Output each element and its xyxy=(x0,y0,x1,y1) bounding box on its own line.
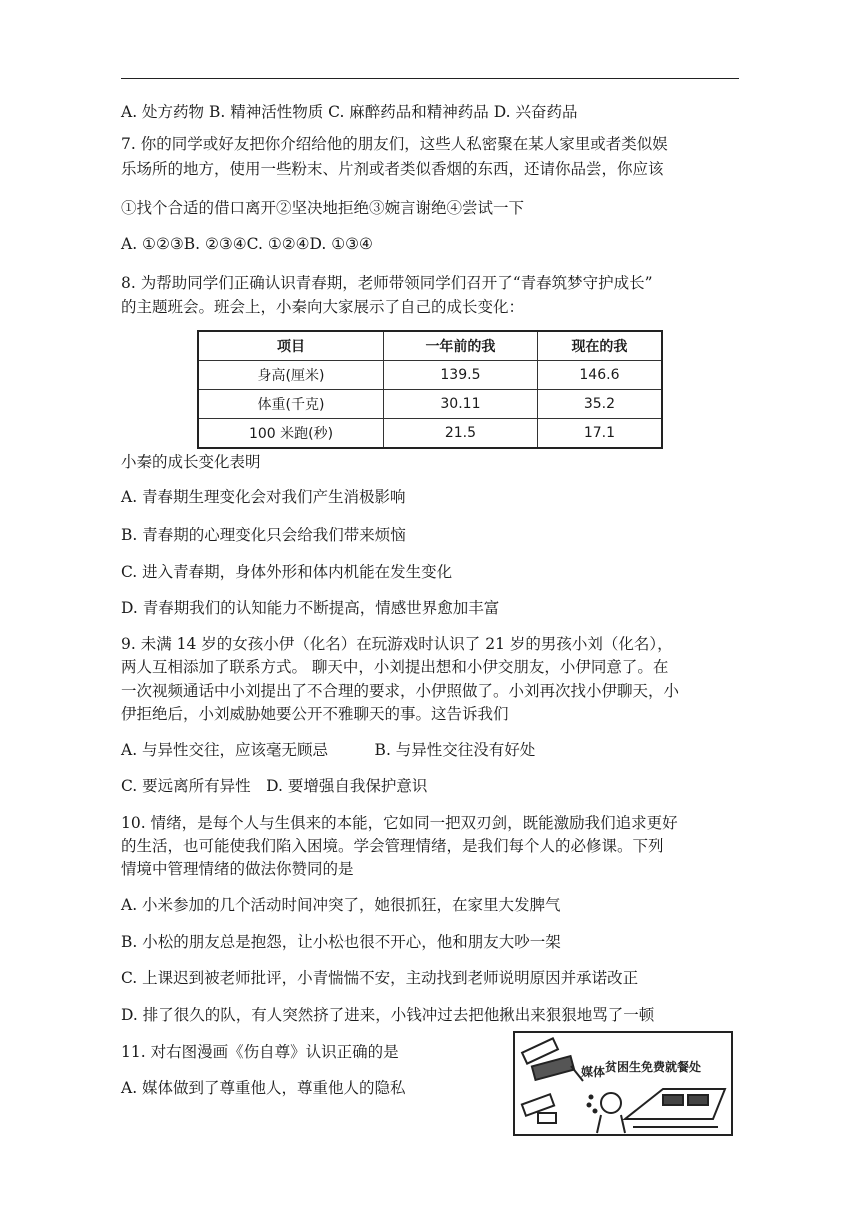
q8-line1: 8. 为帮助同学们正确认识青春期，老师带领同学们召开了“青春筑梦守护成长” xyxy=(121,274,653,292)
q10-option-d: D. 排了很久的队，有人突然挤了进来，小钱冲过去把他揪出来狠狠地骂了一顿 xyxy=(121,1006,655,1024)
canteen-sign: 贫困生免费就餐处 xyxy=(605,1060,702,1074)
q8-option-d: D. 青春期我们的认知能力不断提高，情感世界愈加丰富 xyxy=(121,599,500,617)
table-row xyxy=(198,390,662,419)
cartoon-svg xyxy=(513,1031,733,1136)
growth-table xyxy=(197,330,663,449)
table-row xyxy=(198,419,662,449)
media-label: 媒体 xyxy=(581,1065,606,1079)
table-cell: 139.5 xyxy=(384,361,538,390)
table-row xyxy=(198,361,662,390)
table-header-row xyxy=(198,331,662,361)
q9-options-cd: C. 要远离所有异性 D. 要增强自我保护意识 xyxy=(121,777,428,795)
cartoon-illustration xyxy=(513,1031,733,1136)
q10-line2: 的生活，也可能使我们陷入困境。学会管理情绪，是我们每个人的必修课。下列 xyxy=(121,837,664,855)
q11-option-a: A. 媒体做到了尊重他人，尊重他人的隐私 xyxy=(121,1079,406,1097)
header-rule xyxy=(121,78,739,79)
table-cell: 100 米跑(秒) xyxy=(198,419,384,449)
q8-line2: 的主题班会。班会上，小秦向大家展示了自己的成长变化： xyxy=(121,298,525,316)
q10-option-c: C. 上课迟到被老师批评，小青惴惴不安，主动找到老师说明原因并承诺改正 xyxy=(121,969,639,987)
table-cell: 30.11 xyxy=(384,390,538,419)
table-cell: 21.5 xyxy=(384,419,538,449)
q11-stem: 11. 对右图漫画《伤自尊》认识正确的是 xyxy=(121,1043,399,1061)
q9-line3: 一次视频通话中小刘提出了不合理的要求，小伊照做了。小刘再次找小伊聊天，小 xyxy=(121,682,680,700)
q7-options: A. ①②③B. ②③④C. ①②④D. ①③④ xyxy=(121,235,373,253)
table-cell: 146.6 xyxy=(537,361,662,390)
q9-options-ab: A. 与异性交往，应该毫无顾忌 B. 与异性交往没有好处 xyxy=(121,741,536,759)
table-cell: 17.1 xyxy=(537,419,662,449)
q7-line2: 乐场所的地方，使用一些粉末、片剂或者类似香烟的东西，还请你品尝，你应该 xyxy=(121,160,664,178)
q10-option-a: A. 小米参加的几个活动时间冲突了，她很抓狂，在家里大发脾气 xyxy=(121,896,561,914)
q8-option-c: C. 进入青春期，身体外形和体内机能在发生变化 xyxy=(121,563,453,581)
table-cell: 35.2 xyxy=(537,390,662,419)
table-header-cell: 现在的我 xyxy=(537,331,662,361)
q10-line1: 10. 情绪，是每个人与生俱来的本能，它如同一把双刃剑，既能激励我们追求更好 xyxy=(121,814,678,832)
q6-options: A. 处方药物 B. 精神活性物质 C. 麻醉药品和精神药品 D. 兴奋药品 xyxy=(121,103,578,121)
q8-option-a: A. 青春期生理变化会对我们产生消极影响 xyxy=(121,488,406,506)
q8-stem: 小秦的成长变化表明 xyxy=(121,453,261,471)
q9-line2: 两人互相添加了联系方式。 聊天中，小刘提出想和小伊交朋友，小伊同意了。在 xyxy=(121,658,669,676)
q9-line4: 伊拒绝后，小刘威胁她要公开不雅聊天的事。这告诉我们 xyxy=(121,705,509,723)
q8-option-b: B. 青春期的心理变化只会给我们带来烦恼 xyxy=(121,526,406,544)
q7-line1: 7. 你的同学或好友把你介绍给他的朋友们，这些人私密聚在某人家里或者类似娱 xyxy=(121,135,668,153)
q10-option-b: B. 小松的朋友总是抱怨，让小松也很不开心，他和朋友大吵一架 xyxy=(121,933,561,951)
table-header-cell: 一年前的我 xyxy=(384,331,538,361)
table-cell: 身高(厘米) xyxy=(198,361,384,390)
table-cell: 体重(千克) xyxy=(198,390,384,419)
q10-line3: 情境中管理情绪的做法你赞同的是 xyxy=(121,860,354,878)
q7-choices: ①找个合适的借口离开②坚决地拒绝③婉言谢绝④尝试一下 xyxy=(121,199,525,217)
table-header-cell: 项目 xyxy=(198,331,384,361)
q9-line1: 9. 未满 14 岁的女孩小伊（化名）在玩游戏时认识了 21 岁的男孩小刘（化名）， xyxy=(121,635,673,653)
